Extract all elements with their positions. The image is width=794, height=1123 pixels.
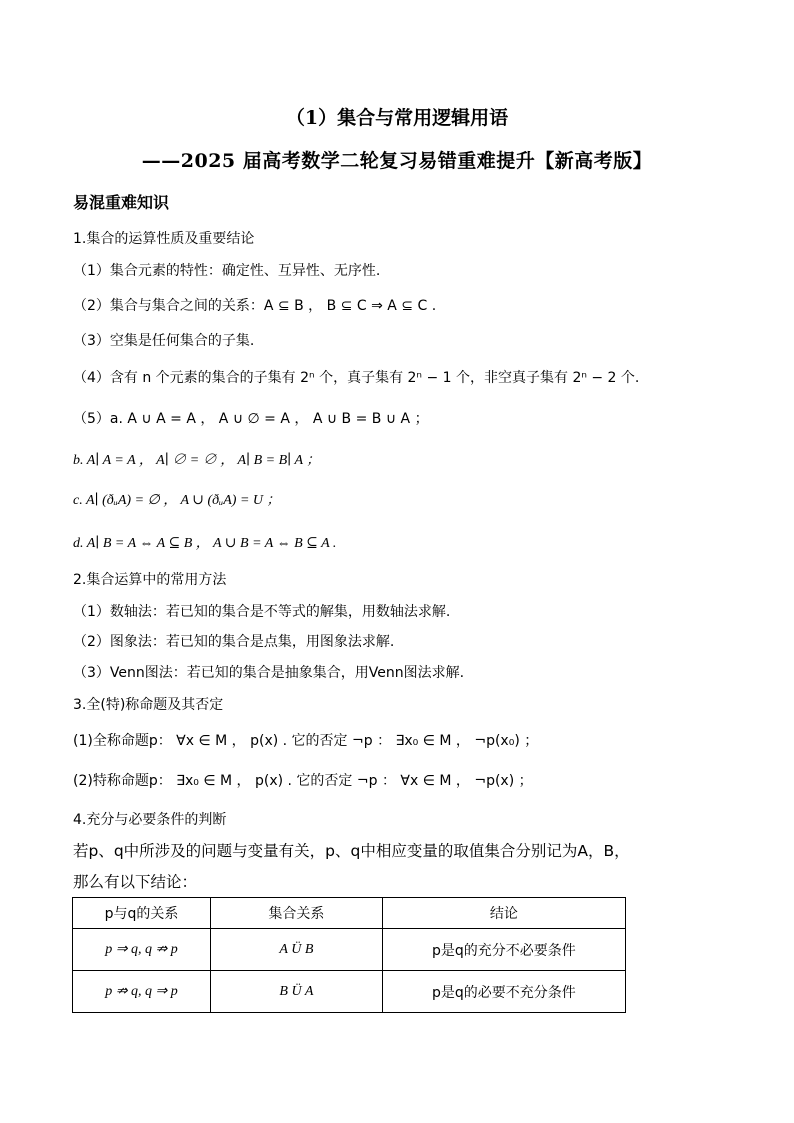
table-row (73, 971, 626, 1013)
item-element-properties: （1）集合元素的特性：确定性、互异性、无序性. (73, 263, 381, 279)
conditions-table (72, 897, 626, 1013)
item-set-relations: （2）集合与集合之间的关系：A ⊆ B ， B ⊆ C ⇒ A ⊆ C . (73, 298, 437, 314)
table-row (73, 929, 626, 971)
heading-set-operations: 1.集合的运算性质及重要结论 (73, 231, 255, 247)
table-cell: B Ü A (211, 971, 383, 1013)
heading-conditions: 4.充分与必要条件的判断 (73, 812, 227, 828)
table-cell: A Ü B (211, 929, 383, 971)
table-header-cell: p与q的关系 (73, 898, 211, 929)
item-intersection-properties: b. A∣ A = A ， A∣ ∅ = ∅ ， A∣ B = B∣ A ； (73, 453, 321, 468)
paragraph-conditions-intro: 若p、q中所涉及的问题与变量有关，p、q中相应变量的取值集合分别记为A，B， (73, 842, 630, 860)
item-complement-properties: c. A∣ (ðᵤA) = ∅ ， A ∪ (ðᵤA) = U ； (73, 493, 281, 508)
document-title: （1）集合与常用逻辑用语 (285, 107, 509, 129)
table-cell: p是q的充分不必要条件 (382, 929, 625, 971)
table-header-cell: 集合关系 (211, 898, 383, 929)
paragraph-conclusion-lead: 那么有以下结论： (73, 873, 198, 891)
item-graph-method: （2）图象法：若已知的集合是点集，用图象法求解. (73, 634, 395, 650)
heading-common-methods: 2.集合运算中的常用方法 (73, 572, 227, 588)
item-existential-proposition: (2)特称命题p： ∃x₀ ∈ M ， p(x) . 它的否定 ¬p ： ∀x ∈ M ， ¬p(x) ； (73, 773, 533, 789)
item-venn-method: （3）Venn图法：若已知的集合是抽象集合，用Venn图法求解. (73, 665, 465, 681)
item-number-line-method: （1）数轴法：若已知的集合是不等式的解集，用数轴法求解. (73, 604, 451, 620)
table-cell: p ⇏ q, q ⇒ p (73, 971, 211, 1013)
heading-quantified-propositions: 3.全(特)称命题及其否定 (73, 697, 224, 713)
table-header-row (73, 898, 626, 929)
table-cell: p ⇒ q, q ⇏ p (73, 929, 211, 971)
item-empty-set: （3）空集是任何集合的子集. (73, 333, 255, 349)
table-header-cell: 结论 (382, 898, 625, 929)
document-subtitle: ——2025 届高考数学二轮复习易错重难提升【新高考版】 (141, 150, 653, 172)
item-universal-proposition: (1)全称命题p： ∀x ∈ M ， p(x) . 它的否定 ¬p ： ∃x₀ ∈ M ， ¬p(x₀) ； (73, 733, 539, 749)
section-heading: 易混重难知识 (73, 193, 170, 212)
item-union-properties: （5）a. A ∪ A = A ， A ∪ ∅ = A ， A ∪ B = B ∪ A ； (73, 411, 429, 427)
item-subset-count: （4）含有 n 个元素的集合的子集有 2ⁿ 个，真子集有 2ⁿ − 1 个，非空真子集有 2ⁿ − 2 个. (73, 370, 640, 386)
item-equivalence-properties: d. A∣ B = A ⇔ A ⊆ B ， A ∪ B = A ⇔ B ⊆ A . (73, 536, 337, 551)
table-cell: p是q的必要不充分条件 (382, 971, 625, 1013)
